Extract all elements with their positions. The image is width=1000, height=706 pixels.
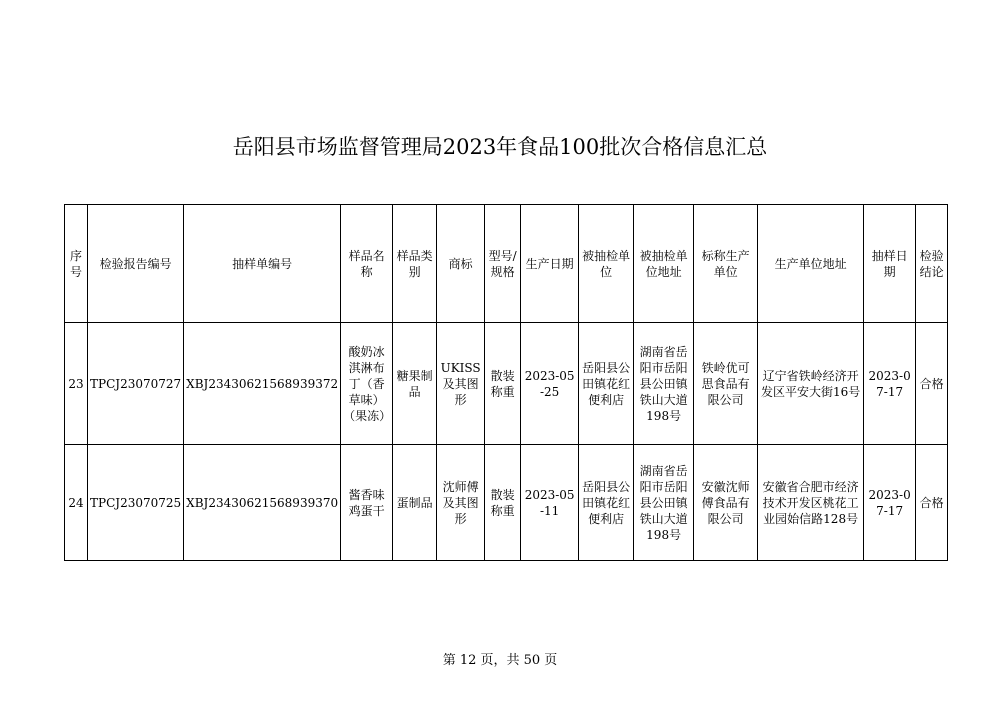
cell-production-date: 2023-05-11	[521, 445, 579, 561]
cell-sample-category: 糖果制品	[393, 323, 437, 445]
header-report-no: 检验报告编号	[88, 205, 184, 323]
cell-sample-name: 酸奶冰淇淋布丁（香草味）（果冻）	[341, 323, 393, 445]
header-sample-category: 样品类别	[393, 205, 437, 323]
page-footer: 第 12 页，共 50 页	[442, 653, 558, 668]
cell-manufacturer-address: 辽宁省铁岭经济开发区平安大街16号	[758, 323, 864, 445]
cell-sample-no: XBJ23430621568939370	[184, 445, 341, 561]
document-title: 岳阳县市场监督管理局2023年食品100批次合格信息汇总	[232, 135, 768, 159]
table-header-row	[65, 205, 948, 323]
cell-spec: 散装称重	[485, 323, 521, 445]
cell-production-date: 2023-05-25	[521, 323, 579, 445]
header-manufacturer-address: 生产单位地址	[758, 205, 864, 323]
cell-sampling-date: 2023-07-17	[864, 445, 916, 561]
cell-trademark: UKISS及其图形	[437, 323, 485, 445]
cell-sampled-unit-address: 湖南省岳阳市岳阳县公田镇铁山大道198号	[634, 445, 694, 561]
cell-sampled-unit: 岳阳县公田镇花红便利店	[579, 323, 634, 445]
table-row	[65, 445, 948, 561]
cell-labeled-manufacturer: 安徽沈师傅食品有限公司	[694, 445, 758, 561]
cell-conclusion: 合格	[916, 445, 948, 561]
header-sampled-unit: 被抽检单位	[579, 205, 634, 323]
cell-seq: 24	[65, 445, 88, 561]
header-sampled-unit-address: 被抽检单位地址	[634, 205, 694, 323]
header-sampling-date: 抽样日期	[864, 205, 916, 323]
cell-trademark: 沈师傅及其图形	[437, 445, 485, 561]
cell-conclusion: 合格	[916, 323, 948, 445]
cell-sampled-unit: 岳阳县公田镇花红便利店	[579, 445, 634, 561]
header-labeled-manufacturer: 标称生产单位	[694, 205, 758, 323]
table-row	[65, 323, 948, 445]
cell-sample-name: 酱香味鸡蛋干	[341, 445, 393, 561]
header-production-date: 生产日期	[521, 205, 579, 323]
header-sample-no: 抽样单编号	[184, 205, 341, 323]
cell-report-no: TPCJ23070727	[88, 323, 184, 445]
cell-sampled-unit-address: 湖南省岳阳市岳阳县公田镇铁山大道198号	[634, 323, 694, 445]
header-trademark: 商标	[437, 205, 485, 323]
cell-labeled-manufacturer: 铁岭优可思食品有限公司	[694, 323, 758, 445]
inspection-results-table	[64, 204, 948, 561]
cell-sample-category: 蛋制品	[393, 445, 437, 561]
cell-seq: 23	[65, 323, 88, 445]
cell-sample-no: XBJ23430621568939372	[184, 323, 341, 445]
cell-sampling-date: 2023-07-17	[864, 323, 916, 445]
header-spec: 型号/规格	[485, 205, 521, 323]
cell-spec: 散装称重	[485, 445, 521, 561]
cell-report-no: TPCJ23070725	[88, 445, 184, 561]
header-seq: 序号	[65, 205, 88, 323]
header-sample-name: 样品名称	[341, 205, 393, 323]
header-conclusion: 检验结论	[916, 205, 948, 323]
cell-manufacturer-address: 安徽省合肥市经济技术开发区桃花工业园始信路128号	[758, 445, 864, 561]
